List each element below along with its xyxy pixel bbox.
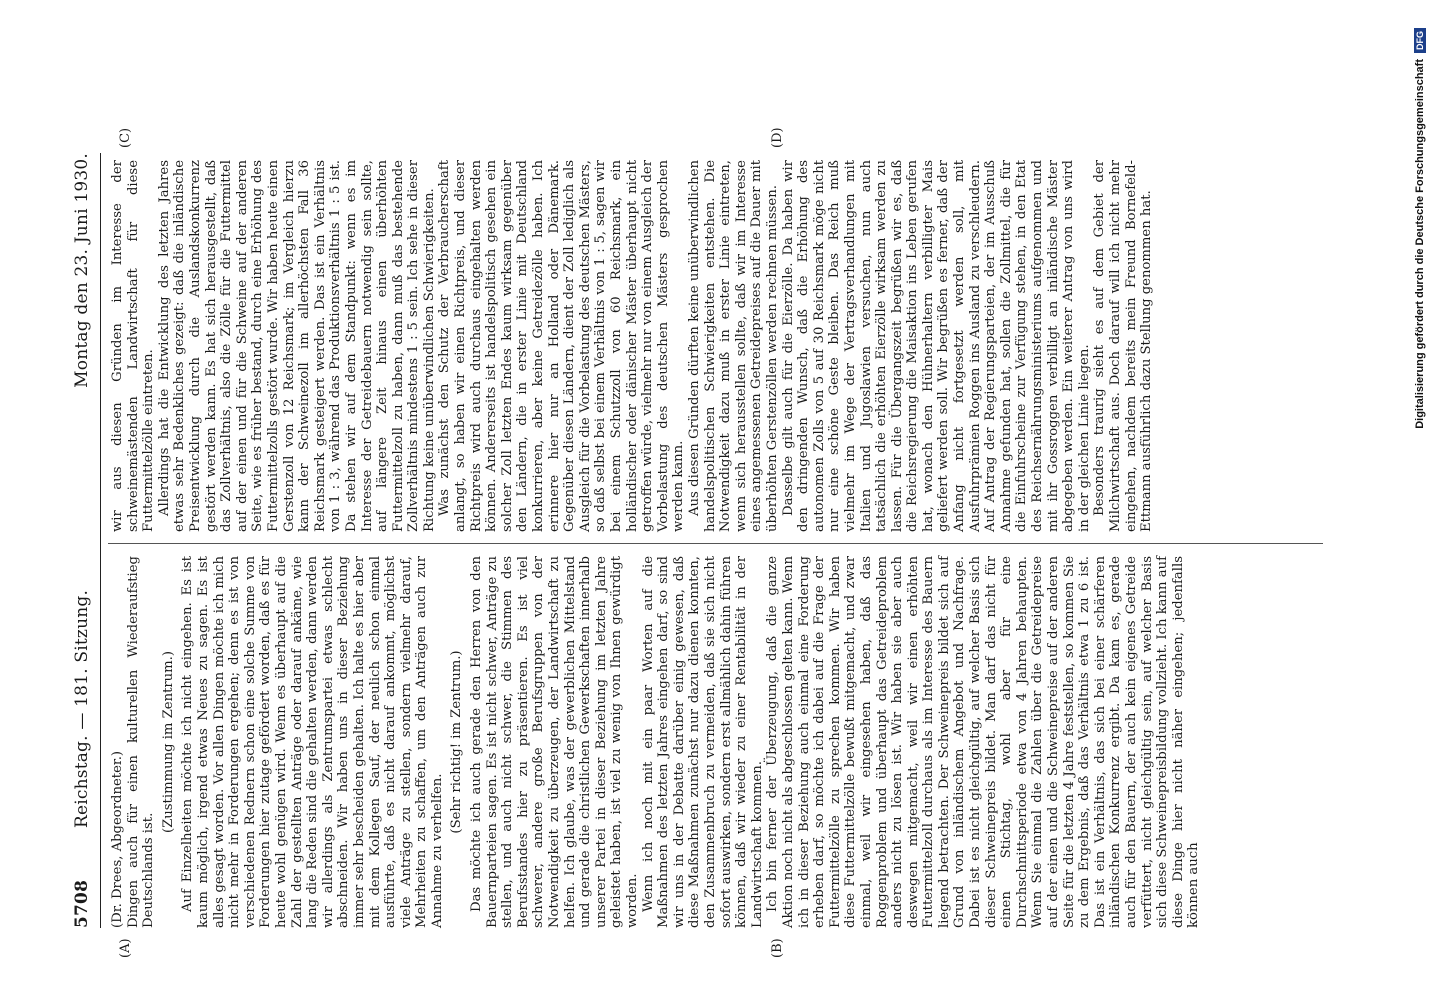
dfg-side-note [1407, 20, 1433, 980]
paragraph: wir aus diesen Gründen im Interesse der schweinemästenden Landwirtschaft für diese Futtermittelzölle eintreten. [110, 160, 157, 532]
speaker-line: (Dr. Drees, Abgeordneter.) [110, 750, 125, 928]
paragraph: Allerdings hat die Entwicklung des letzten Jahres etwas sehr Bedenkliches gezeigt: daß die inländische Preisentwicklung durch die Auslandskonkurrenz gestört werden kann. Es hat sich herausgestellt, daß das Zollverhältnis, also die Zölle für die Futtermittel auf der einen und für die Schweine auf der anderen Seite, wie es früher bestand, durch eine Erhöhung des Futtermittelzolls gestört wurde. Wir haben heute einen Gerstenzoll von 12 Reichsmark; im Vergleich hierzu kann der Schweinezoll im allerhöchsten Fall 36 Reichsmark gesteigert werden. Das ist ein Verhältnis von 1 : 3, während das Produktionsverhältnis 1 : 5 ist. Da stehen wir auf dem Standpunkt: wenn es im Interesse der Getreidebauern notwendig sein sollte, auf längere Zeit hinaus einen überhöhten Futtermittelzoll zu haben, dann muß das bestehende Zollverhältnis mindestens 1 : 5 sein. Ich sehe in dieser Richtung keine unüberwindlichen Schwierigkeiten. [156, 160, 437, 532]
paragraph: Dingen auch für einen kulturellen Wiederaufstieg Deutschlands ist. [125, 556, 157, 928]
paragraph: Was zunächst den Schutz der Verbraucherschaft anlangt, so haben wir einen Richtpreis, und dieser Richtpreis wird auch durchaus eingehalten werden können. Andererseits ist handelspolitisch gesehen ein solcher Zoll letzten Endes kaum wirksam gegenüber den Ländern, die in erster Linie mit Deutschland konkurrieren, aber keine Getreidezölle haben. Ich erinnere hier nur an Holland oder Dänemark. Gegenüber diesen Ländern, dient der Zoll lediglich als Ausgleich für die Vorbelastung des deutschen Mästers, so daß selbst bei einem Verhältnis von 1 : 5, sagen wir bei einem Schutzzoll von 60 Reichsmark, ein holländischer oder dänischer Mäster überhaupt nicht getroffen würde, vielmehr nur von einem Ausgleich der Vorbelastung des deutschen Mästers gesprochen werden kann. [437, 159, 687, 532]
page-content [70, 127, 1325, 958]
margin-mark-a: (A) [118, 938, 133, 958]
left-column [110, 556, 1202, 928]
right-column [110, 160, 1155, 532]
paragraph: Dasselbe gilt auch für die Eierzölle. Da haben wir den dringenden Wunsch, daß die Erhöhung des autonomen Zolls von 5 auf 30 Reichsmark möge nicht nur eine schöne Geste bleiben. Das Reich muß vielmehr im Wege der Vertragsverhandlungen mit Italien und Jugoslawien versuchen, nun auch tatsächlich die erhöhten Eierzölle wirksam werden zu lassen. Für die Übergangszeit begrüßen wir es, daß die Reichsregierung die Maisaktion ins Leben gerufen hat, wonach den Hühnerhaltern verbilligter Mais geliefert werden soll. Wir begrüßen es ferner, daß der Anfang nicht fortgesetzt werden soll, mit Ausfuhrprämien Roggen ins Ausland zu verschleudern. Auf Antrag der Regierungsparteien, der im Ausschuß Annahme gefunden hat, sollen die Zollmittel, die für die Einfuhrscheine zur Verfügung stehen, in den Etat des Reichsernährungsministeriums aufgenommen und mit ihr Gossroggen verbilligt an inländische Mäster abgegeben werden. Ein weiterer Antrag von uns wird in der gleichen Linie liegen. [780, 160, 1092, 532]
paragraph: Auf Einzelheiten möchte ich nicht eingehen. Es ist kaum möglich, irgend etwas Neues zu sagen. Es ist alles gesagt worden. Vor allen Dingen möchte ich mich nicht mehr in Forderungen ergehen; denn es ist von verschiedenen Rednern schon eine solche Summe von Forderungen hier zutage gefördert worden, daß es für heute wohl genügen wird. Wenn es überhaupt auf die Zahl der gestellten Anträge oder darauf ankäme, wie lang die Reden sind die gehalten werden, dann werden wir allerdings als Zentrumspartei etwas schlecht abschneiden. Wir haben uns in dieser Beziehung immer sehr bescheiden gehalten. Ich halte es hier aber mit dem Kollegen Sauf, der neulich schon einmal ausführte, daß es nicht darauf ankommt, möglichst viele Anträge zu stellen, sondern vielmehr darauf, Mehrheiten zu schaffen, um den Anträgen auch zur Annahme zu verhelfen. [180, 556, 445, 928]
column-rule [108, 543, 1323, 544]
margin-mark-b: (B) [770, 938, 785, 958]
header-date: Montag den 23. Juni 1930. [72, 153, 92, 388]
margin-mark-d: (D) [770, 127, 785, 148]
interjection: (Sehr richtig! im Zentrum.) [449, 650, 465, 834]
page-number: 5708 [72, 879, 92, 928]
paragraph: Ich bin ferner der Überzeugung, daß die ganze Aktion noch nicht als abgeschlossen gelten kann. Wenn ich in dieser Beziehung auch einmal eine Forderung erheben darf, so möchte ich dabei auf die Frage der Futtermittelzölle zu sprechen kommen. Wir haben diese Futtermittelzölle bewußt mitgemacht, und zwar einmal, weil wir eingesehen haben, daß das Roggenproblem und überhaupt das Getreideproblem anders nicht zu lösen ist. Wir haben sie aber auch deswegen mitgemacht, weil wir einen erhöhten Futtermittelzoll durchaus als im Interesse des Bauern liegend betrachten. Der Schweinepreis bildet sich auf Grund von inländischem Angebot und Nachfrage. Dabei ist es nicht gleichgültig, auf welcher Basis sich dieser Schweinepreis bildet. Man darf das nicht für einen Stichtag, wohl aber für eine Durchschnittsperiode etwa von 4 Jahren behaupten. Wenn Sie einmal die Zahlen über die Getreidepreise auf der einen und die Schweinepreise auf der anderen Seite für die letzten 4 Jahre feststellen, so kommen Sie zu dem Ergebnis, daß das Verhältnis etwa 1 zu 6 ist. Das ist ein Verhältnis, das sich bei einer schärferen inländischen Konkurrenz ergibt. Da kam es, gerade auch für den Bauern, der auch kein eigenes Getreide verfüttert, nicht gleichgültig sein, auf welcher Basis sich diese Schweinepreisbildung vollzieht. Ich kann auf diese Dinge hier nicht näher eingehen; jedenfalls können auch [765, 556, 1202, 928]
dfg-logo: DFG [1414, 28, 1426, 53]
page-header [70, 153, 100, 928]
paragraph: Das möchte ich auch gerade den Herren von den Bauernparteien sagen. Es ist nicht schwer, Anträge zu stellen, und auch nicht schwer, die Stimmen des Berufsstandes hier zu präsentieren. Es ist viel schwerer, andere große Berufsgruppen von der Notwendigkeit zu überzeugen, der Landwirtschaft zu helfen. Ich glaube, was der gewerblichen Mittelstand und gerade die christlichen Gewerkschaften innerhalb unserer Partei in dieser Beziehung im letzten Jahre geleistet haben, ist viel zu wenig von Ihnen gewürdigt worden. [469, 556, 640, 928]
dfg-note-text: Digitalisierung gefördert durch die Deutsche Forschungsgemeinschaft [1414, 59, 1426, 429]
margin-mark-c: (C) [118, 127, 133, 148]
interjection: (Zustimmung im Zentrum.) [160, 650, 176, 834]
header-session: Reichstag. — 181. Sitzung. [72, 589, 92, 828]
paragraph: Besonders traurig sieht es auf dem Gebiet der Milchwirtschaft aus. Doch darauf will ich nicht mehr eingehen, nachdem bereits mein Freund Bornefeld-Ettmann ausführlich dazu Stellung genommen hat. [1092, 160, 1155, 532]
header-rule [100, 153, 101, 928]
paragraph: Aus diesen Gründen dürften keine unüberwindlichen handelspolitischen Schwierigkeiten entstehen. Die Notwendigkeit dazu muß in erster Linie eintreten, wenn sich herausstellen sollte, daß wir im Interesse eines angemessenen Getreidepreises auf die Dauer mit überhöhten Gerstenzöllen werden rechnen müssen. [686, 160, 780, 532]
paragraph: Wenn ich noch mit ein paar Worten auf die Maßnahmen des letzten Jahres eingehen darf, so sind wir uns in der Debatte darüber einig gewesen, daß diese Maßnahmen zunächst nur dazu dienen konnten, den Zusammenbruch zu vermeiden, daß sie sich nicht sofort auswirken, sondern erst allmählich dahin führen können, daß wir wieder zu einer Rentabilität in der Landwirtschaft kommen. [640, 556, 765, 928]
scanned-page [0, 100, 1434, 1000]
